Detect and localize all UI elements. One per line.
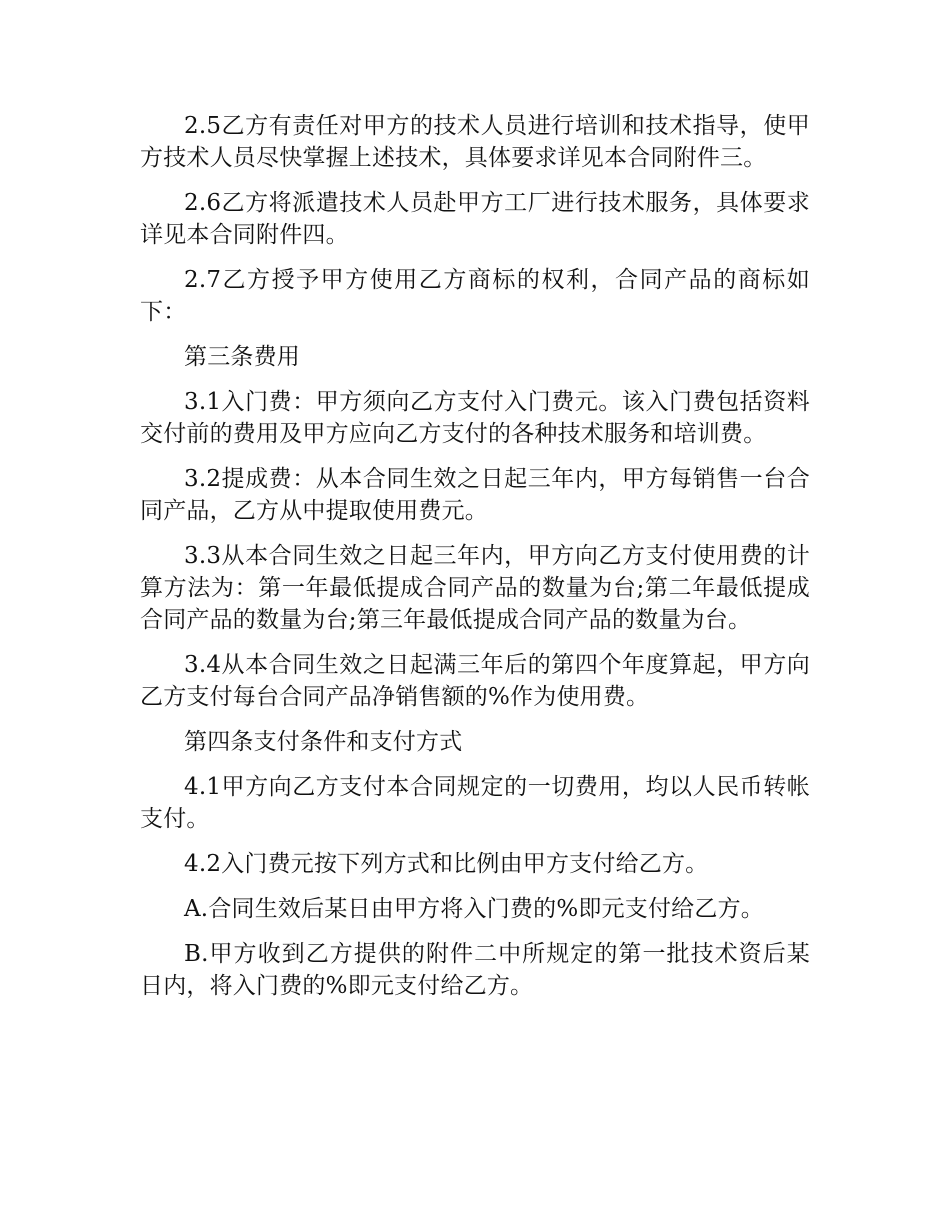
- clause-3-2: 3.2提成费：从本合同生效之日起三年内，甲方每销售一台合同产品，乙方从中提取使用费元。: [140, 466, 810, 524]
- clause-4-1: 4.1甲方向乙方支付本合同规定的一切费用，均以人民币转帐支付。: [140, 774, 810, 832]
- clause-3-1: 3.1入门费：甲方须向乙方支付入门费元。该入门费包括资料交付前的费用及甲方应向乙方支付的各种技术服务和培训费。: [140, 389, 810, 447]
- clause-item-b: B.甲方收到乙方提供的附件二中所规定的第一批技术资后某日内，将入门费的%即元支付给乙方。: [140, 941, 810, 999]
- clause-2-6: 2.6乙方将派遣技术人员赴甲方工厂进行技术服务，具体要求详见本合同附件四。: [140, 190, 810, 248]
- article-3-heading: 第三条费用: [184, 344, 300, 370]
- clause-3-3: 3.3从本合同生效之日起三年内，甲方向乙方支付使用费的计算方法为：第一年最低提成合同产品的数量为台;第二年最低提成合同产品的数量为台;第三年最低提成合同产品的数量为台。: [140, 543, 810, 633]
- clause-3-4: 3.4从本合同生效之日起满三年后的第四个年度算起，甲方向乙方支付每台合同产品净销售额的%作为使用费。: [140, 652, 810, 710]
- clause-4-2: 4.2入门费元按下列方式和比例由甲方支付给乙方。: [184, 851, 709, 877]
- clause-2-5: 2.5乙方有责任对甲方的技术人员进行培训和技术指导，使甲方技术人员尽快掌握上述技术，具体要求详见本合同附件三。: [140, 113, 810, 171]
- document-body: [140, 110, 810, 1015]
- article-4-heading: 第四条支付条件和支付方式: [184, 729, 463, 755]
- clause-item-a: A.合同生效后某日由甲方将入门费的%即元支付给乙方。: [184, 896, 764, 922]
- clause-2-7: 2.7乙方授予甲方使用乙方商标的权利，合同产品的商标如下：: [140, 267, 810, 325]
